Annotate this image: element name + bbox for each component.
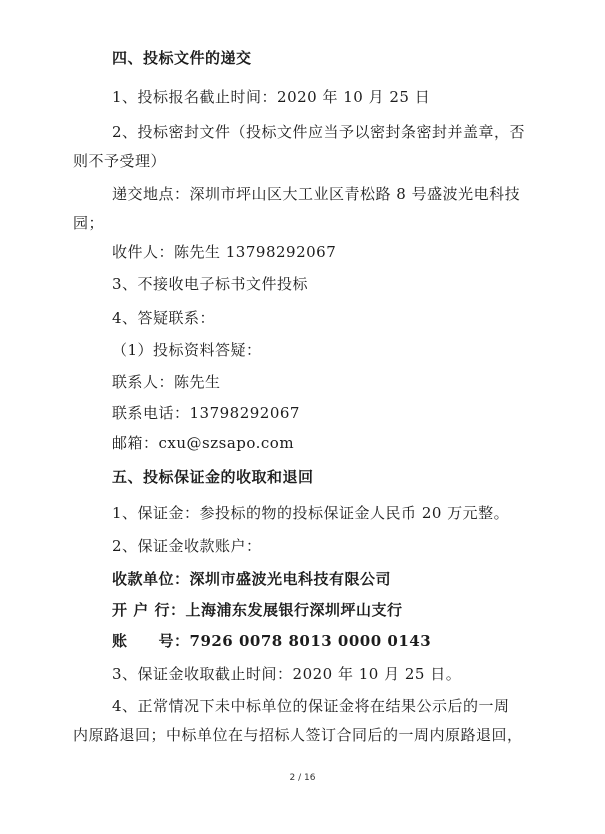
- refund-line: 4、正常情况下未中标单位的保证金将在结果公示后的一周: [112, 697, 510, 715]
- receiver-line: 收件人：陈先生 13798292067: [112, 243, 337, 261]
- payee-line: 收款单位：深圳市盛波光电科技有限公司: [112, 570, 392, 588]
- qa-subitem-line: （1）投标资料答疑：: [112, 341, 262, 359]
- contact-person-line: 联系人：陈先生: [112, 373, 221, 391]
- refund-line-cont: 内原路退回；中标单位在与招标人签订合同后的一周内原路退回，: [73, 726, 523, 744]
- delivery-address-line-cont: 园；: [73, 214, 105, 232]
- deposit-account-line: 2、保证金收款账户：: [112, 537, 262, 555]
- deposit-amount-line: 1、保证金：参投标的物的投标保证金人民币 20 万元整。: [112, 504, 510, 522]
- no-electronic-bid-line: 3、不接收电子标书文件投标: [112, 275, 309, 293]
- sealed-docs-line: 2、投标密封文件（投标文件应当予以密封条密封并盖章，否: [112, 123, 526, 141]
- account-number-line: 账 号：7926 0078 8013 0000 0143: [112, 632, 432, 650]
- contact-phone-line: 联系电话：13798292067: [112, 404, 300, 422]
- section-4-heading: 四、投标文件的递交: [112, 49, 252, 67]
- delivery-address-line: 递交地点：深圳市坪山区大工业区青松路 8 号盛波光电科技: [112, 185, 521, 203]
- bank-line: 开 户 行：上海浦东发展银行深圳坪山支行: [112, 601, 403, 619]
- deposit-deadline-line: 3、保证金收取截止时间：2020 年 10 月 25 日。: [112, 665, 462, 683]
- page-number: 2 / 16: [289, 773, 316, 783]
- email-line: 邮箱：cxu@szsapo.com: [112, 434, 295, 452]
- qa-contact-line: 4、答疑联系：: [112, 309, 216, 327]
- section-5-heading: 五、投标保证金的收取和退回: [112, 468, 314, 486]
- deadline-line: 1、投标报名截止时间：2020 年 10 月 25 日: [112, 88, 431, 106]
- sealed-docs-line-cont: 则不予受理）: [73, 152, 167, 170]
